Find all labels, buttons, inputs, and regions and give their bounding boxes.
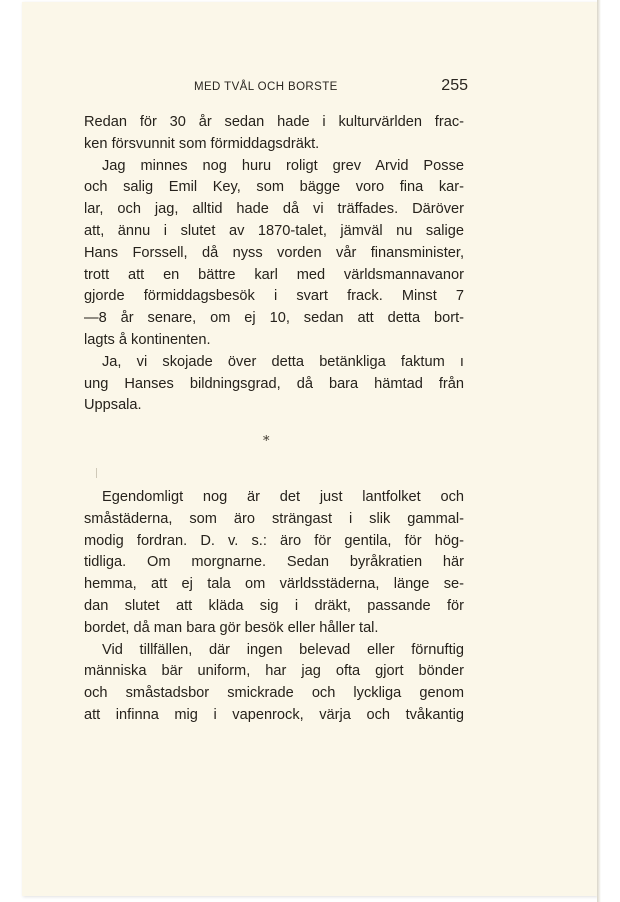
text-line: trott att en bättre karl med världsmannavanor	[84, 266, 464, 283]
text-line: Jag minnes nog huru roligt grev Arvid Posse	[102, 157, 464, 174]
paragraph-block-1	[84, 112, 464, 417]
page-header	[170, 78, 470, 98]
text-line: ung Hanses bildningsgrad, då bara hämtad från	[84, 375, 464, 392]
text-line: lagts å kontinenten.	[84, 331, 211, 348]
text-line: Egendomligt nog är det just lantfolket och	[102, 489, 464, 505]
text-line: gjorde förmiddagsbesök i svart frack. Minst 7	[84, 288, 464, 305]
text-line: lar, och jag, alltid hade då vi träffades. Däröver	[84, 201, 464, 218]
page-blemish	[96, 468, 97, 478]
paragraph-block-2	[84, 487, 464, 727]
section-divider-asterisk: *	[263, 434, 270, 449]
text-line: Uppsala.	[84, 397, 142, 414]
text-line: —8 år senare, om ej 10, sedan att detta bort-	[84, 310, 464, 327]
text-line: att, ännu i slutet av 1870-talet, jämväl nu salige	[84, 222, 464, 239]
text-line: Vid tillfällen, där ingen belevad eller förnuftig	[102, 641, 464, 658]
text-line: dan slutet att kläda sig i dräkt, passande för	[84, 597, 464, 614]
text-line: modig fordran. D. v. s.: äro för gentila, för hög-	[84, 532, 464, 549]
text-line: Hans Forssell, då nyss vorden vår finansminister,	[84, 244, 464, 261]
text-line: och salig Emil Key, som bägge voro fina kar-	[84, 179, 464, 196]
page-number: 255	[441, 77, 468, 94]
text-line: och småstadsbor smickrade och lyckliga genom	[84, 685, 464, 702]
running-title: MED TVÅL OCH BORSTE	[194, 81, 338, 93]
text-line: småstäderna, som äro strängast i slik gammal-	[84, 510, 464, 527]
text-line: bordet, då man bara gör besök eller håller tal.	[84, 619, 379, 636]
page-edge	[597, 0, 601, 902]
text-line: att infinna mig i vapenrock, värja och tvåkantig	[84, 706, 464, 723]
text-line: Ja, vi skojade över detta betänkliga faktum ı	[102, 353, 464, 370]
text-line: hemma, att ej tala om världsstäderna, länge se-	[84, 576, 464, 593]
text-line: Redan för 30 år sedan hade i kulturvärlden frac-	[84, 114, 464, 130]
text-line: ken försvunnit som förmiddagsdräkt.	[84, 135, 320, 152]
text-line: tidliga. Om morgnarne. Sedan byråkratien här	[84, 554, 464, 571]
text-line: människa bär uniform, har jag ofta gjort bönder	[84, 663, 464, 680]
